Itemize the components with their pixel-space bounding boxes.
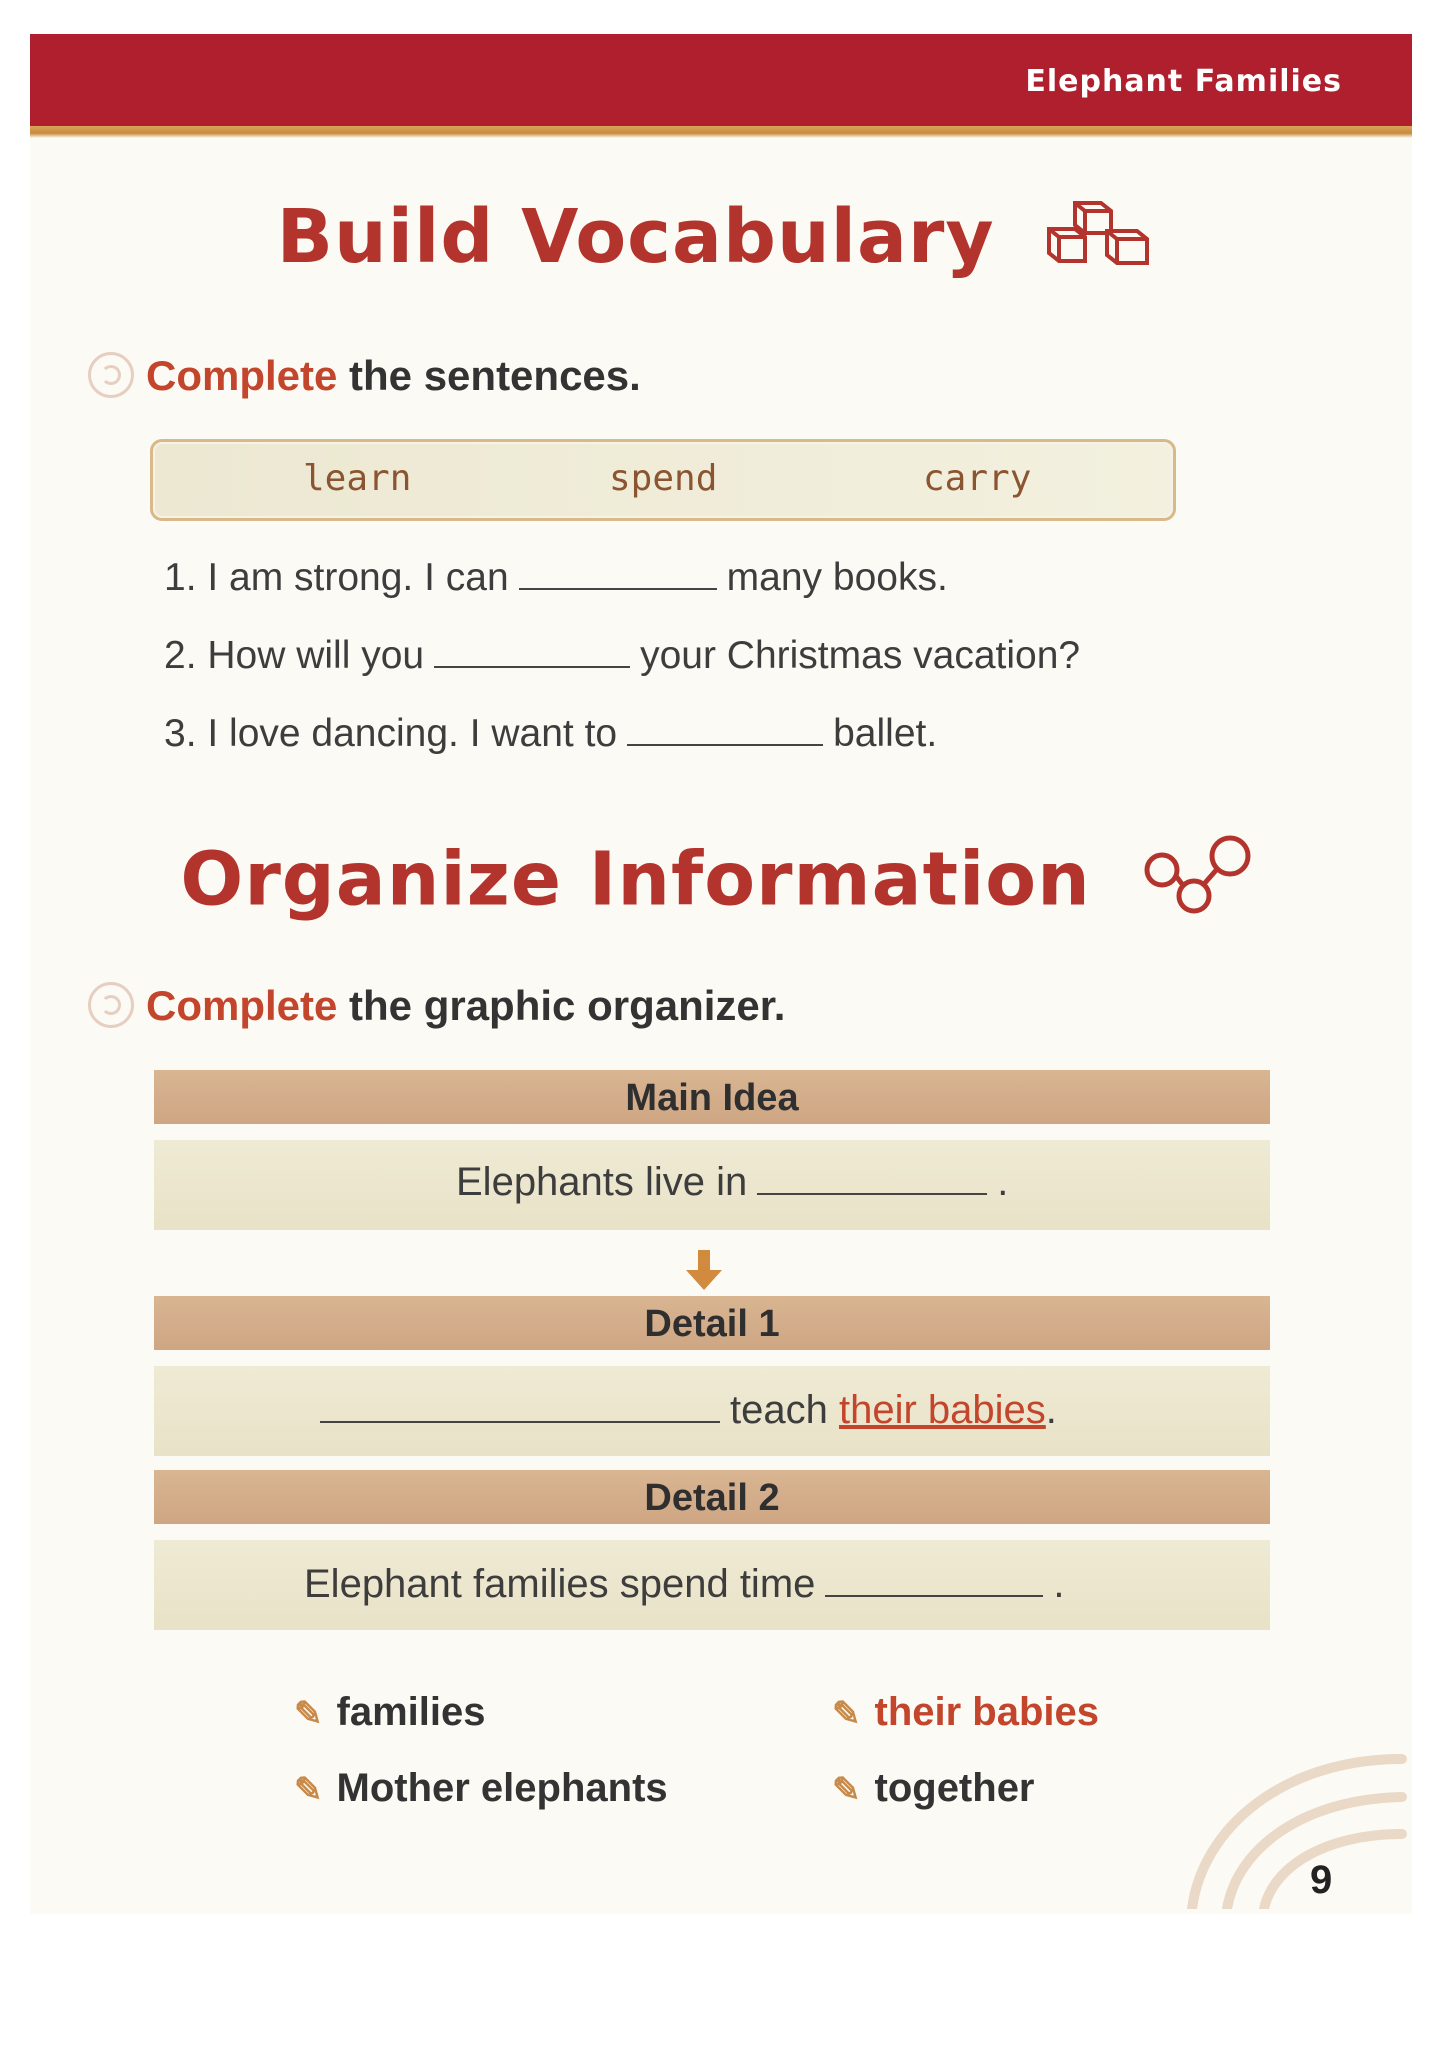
- organizer-text: .: [1053, 1562, 1065, 1606]
- organizer-text: .: [997, 1160, 1009, 1204]
- word-bank-item: learn: [303, 458, 412, 499]
- answer-blank[interactable]: [519, 588, 717, 590]
- page-number: 9: [1310, 1858, 1333, 1902]
- sentence-text: many books.: [726, 556, 948, 599]
- detail-2-text: [304, 1562, 1065, 1607]
- instruction-keyword: Complete: [146, 982, 338, 1029]
- sentence-text: 1. I am strong. I can: [164, 556, 509, 599]
- decorative-swirl: [1172, 1719, 1412, 1914]
- answer-blank[interactable]: [434, 666, 630, 668]
- pencil-icon: ✎: [832, 1771, 861, 1810]
- step-icon: [88, 982, 134, 1028]
- detail-1-text: [320, 1388, 1057, 1433]
- vocab-instruction: [88, 352, 641, 402]
- main-idea-text: [456, 1160, 1008, 1205]
- sentence-text: your Christmas vacation?: [640, 634, 1081, 677]
- instruction-keyword: Complete: [146, 352, 338, 399]
- answer-blank[interactable]: [627, 744, 823, 746]
- detail-2-header: Detail 2: [154, 1470, 1270, 1524]
- choice-label: families: [336, 1690, 486, 1734]
- sentence-text: 2. How will you: [164, 634, 425, 677]
- main-idea-header: Main Idea: [154, 1070, 1270, 1124]
- answer-choice[interactable]: [832, 1690, 1099, 1735]
- detail-1-header: Detail 1: [154, 1296, 1270, 1350]
- pencil-icon: ✎: [294, 1695, 323, 1734]
- answer-blank[interactable]: [320, 1421, 720, 1423]
- answer-choice[interactable]: [294, 1766, 668, 1811]
- header-band: [30, 34, 1412, 126]
- choice-label: Mother elephants: [336, 1766, 668, 1810]
- instruction-text: the sentences.: [349, 352, 641, 399]
- organizer-circles-icon: [1142, 830, 1262, 938]
- organizer-text: Elephants live in: [456, 1160, 748, 1204]
- organizer-text: teach: [730, 1388, 828, 1432]
- answer-choice[interactable]: [832, 1766, 1035, 1811]
- pencil-icon: ✎: [832, 1695, 861, 1734]
- blocks-icon: [1045, 195, 1165, 287]
- organize-information-title-text: Organize Information: [180, 836, 1091, 923]
- answer-blank[interactable]: [757, 1193, 987, 1195]
- build-vocabulary-title: [30, 194, 1412, 287]
- pencil-icon: ✎: [294, 1771, 323, 1810]
- step-icon: [88, 352, 134, 398]
- sentence-2: [164, 634, 1080, 678]
- word-bank: [150, 439, 1176, 521]
- instruction-text: the graphic organizer.: [349, 982, 786, 1029]
- sentence-text: ballet.: [833, 712, 938, 755]
- detail-2-box: [154, 1540, 1270, 1630]
- word-bank-item: carry: [923, 458, 1032, 499]
- word-bank-item: spend: [609, 458, 718, 499]
- build-vocabulary-title-text: Build Vocabulary: [276, 194, 995, 280]
- chapter-title: Elephant Families: [1025, 64, 1342, 99]
- detail-1-box: [154, 1366, 1270, 1456]
- organizer-text: .: [1045, 1388, 1057, 1432]
- workbook-page: [30, 34, 1412, 1914]
- organize-information-title: [30, 830, 1412, 938]
- choice-label: together: [874, 1766, 1035, 1810]
- sentence-3: [164, 712, 937, 756]
- choice-label: their babies: [874, 1690, 1100, 1734]
- underlined-phrase: their babies: [838, 1388, 1046, 1432]
- organizer-text: Elephant families spend time: [304, 1562, 816, 1606]
- organize-instruction: [88, 982, 785, 1032]
- sentence-1: [164, 556, 948, 600]
- main-idea-box: [154, 1140, 1270, 1230]
- header-stripe: [30, 126, 1412, 138]
- answer-choice[interactable]: [294, 1690, 485, 1735]
- answer-blank[interactable]: [825, 1595, 1043, 1597]
- sentence-text: 3. I love dancing. I want to: [164, 712, 618, 755]
